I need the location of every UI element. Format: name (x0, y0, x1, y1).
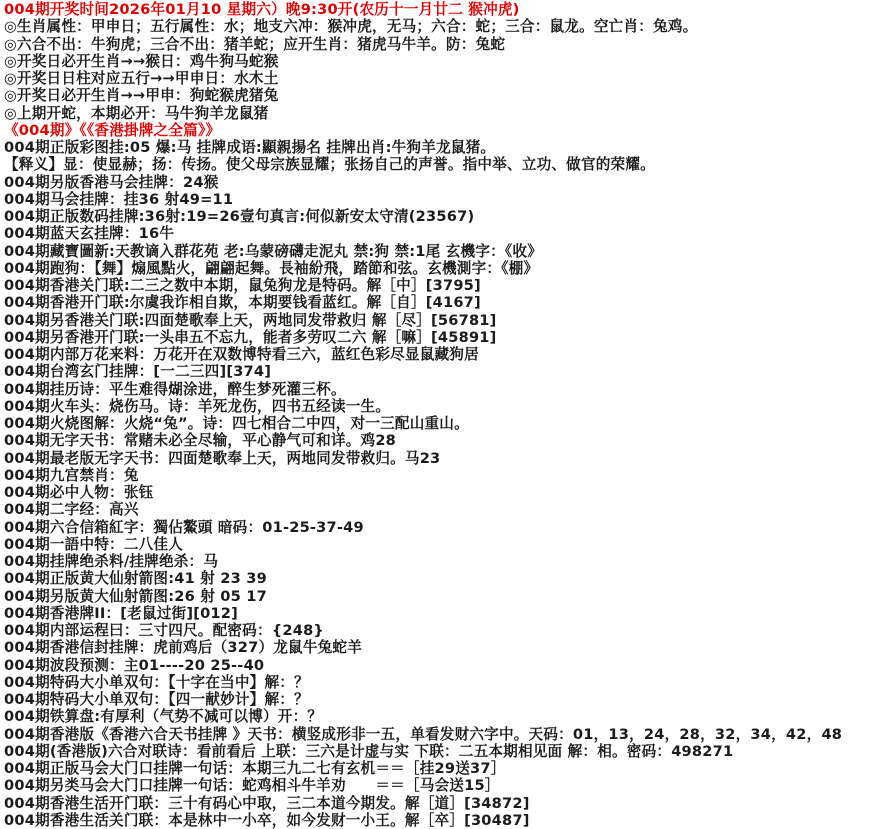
text-line-8: 《004期》《《香港掛牌之全篇》》 (4, 121, 221, 139)
text-line-11: 004期另版香港马会挂牌：24猴 (4, 173, 219, 191)
text-line-36: 004期香港牌II：[老鼠过街][012] (4, 604, 239, 622)
text-line-35: 004期另版黄大仙射箭图:26 射 05 17 (4, 587, 268, 605)
text-line-1: 004期开奖时间2026年01月10 星期六）晚9:30开(农历十一月廿二 猴冲虎) (4, 1, 520, 18)
text-line-20: 004期另香港开门联:一头串五不忘九，能者多劳叹二六 解［嘛］[45891] (4, 328, 497, 346)
text-line-15: 004期藏寶圖新:天教谪入群花苑 老:乌蒙磅礴走泥丸 禁:狗 禁:1尾 玄機字：《收》 (4, 242, 542, 260)
text-line-44: 004期(香港版)六合对联诗：看前看后 上联：三六是计虚与实 下联：二五本期相见面 解：相。密码：498271 (4, 742, 734, 760)
text-line-2: ◎生肖属性：甲申日；五行属性：水；地支六冲：猴冲虎，无马；六合：蛇；三合：鼠龙。空亡肖：兔鸡。 (4, 18, 698, 36)
text-line-24: 004期火车头：烧伤马。诗：羊死龙伤，四书五经读一生。 (4, 397, 391, 415)
text-line-16: 004期跑狗：【舞】煽風點火，翩翩起舞。長袖紛飛，踏節和弦。玄機測字：《棚》 (4, 259, 539, 277)
text-line-47: 004期香港生活开门联：三十有码心中取，三二本道今期发。解［道］[34872] (4, 794, 530, 812)
text-line-39: 004期波段预测：主01----20 25--40 (4, 656, 265, 674)
text-line-31: 004期六合信箱紅字：獨佔鰲頭 暗码：01-25-37-49 (4, 518, 364, 536)
text-line-41: 004期特码大小单双句：【四一献妙计】解：？ (4, 691, 309, 708)
text-line-46: 004期另类马会大门口挂牌一句话：蛇鸡相斗牛羊劝 ＝＝［马会送15］ (4, 777, 500, 795)
text-line-18: 004期香港开门联:尔虞我诈相自欺，本期要钱看蓝红。解［自］[4167] (4, 294, 481, 312)
text-line-22: 004期台湾玄门挂牌：[一二三四][374] (4, 363, 272, 381)
content-lines (4, 1, 892, 829)
text-line-23: 004期挂历诗：平生难得煳涂进，醉生梦死灌三杯。 (4, 380, 346, 398)
text-line-32: 004期一語中特：二八佳人 (4, 535, 184, 553)
text-line-14: 004期蓝天玄挂牌：16牛 (4, 225, 175, 243)
text-line-3: ◎六合不出：牛狗虎；三合不出：猪羊蛇；应开生肖：猪虎马牛羊。防：兔蛇 (4, 35, 506, 53)
text-line-34: 004期正版黄大仙射箭图:41 射 23 39 (4, 570, 268, 588)
text-line-45: 004期正版马会大门口挂牌一句话：本期三九二七有玄机＝＝［挂29送37］ (4, 760, 506, 777)
text-line-9: 004期正版彩图挂:05 爆:马 挂牌成语:顯親揚名 挂牌出肖:牛狗羊龙鼠猪。 (4, 139, 496, 156)
text-line-17: 004期香港关门联:二三之数中本期，鼠兔狗龙是特码。解［中］[3795] (4, 277, 481, 294)
text-line-37: 004期内部运程曰：三寸四尺。配密码：{248} (4, 622, 325, 639)
text-line-38: 004期香港信封挂牌：虎前鸡后（327）龙鼠牛兔蛇羊 (4, 639, 363, 657)
text-line-21: 004期内部万花来料：万花开在双数博特看三六，蓝红色彩尽显鼠藏狗居 (4, 346, 479, 363)
text-line-19: 004期另香港关门联:四面楚歌奉上天，两地同发带救归 解［尽］[56781] (4, 311, 497, 329)
text-line-26: 004期无字天书：常赌未必全尽输，平心静气可和详。鸡28 (4, 432, 397, 450)
text-line-12: 004期马会挂牌：挂36 射49=11 (4, 190, 234, 208)
text-line-48: 004期香港生活关门联：本是林中一小卒，如今发财一小王。解［卒］[30487] (4, 811, 530, 829)
text-line-42: 004期铁算盘:有厚利（气势不减可以博）开：？ (4, 708, 323, 726)
text-line-25: 004期火烧图解：火烧“兔”。诗：四七相合二中四，对一三配山重山。 (4, 415, 469, 432)
text-line-6: ◎开奖日必开生肖→→甲申：狗蛇猴虎猪兔 (4, 87, 279, 105)
text-line-40: 004期特码大小单双句：【十字在当中】解：？ (4, 673, 309, 691)
text-line-33: 004期挂牌绝杀料/挂牌绝杀：马 (4, 553, 219, 570)
text-line-30: 004期二字经：高兴 (4, 501, 139, 519)
text-line-7: ◎上期开蛇，本期必开：马牛狗羊龙鼠猪 (4, 104, 269, 122)
text-line-27: 004期最老版无字天书：四面楚歌奉上天，两地同发带救归。马23 (4, 449, 441, 467)
text-line-28: 004期九宫禁肖：兔 (4, 466, 139, 484)
text-line-4: ◎开奖日必开生肖→→猴日：鸡牛狗马蛇猴 (4, 52, 279, 70)
text-line-10: 【释义】显：使显赫；扬：传扬。使父母宗族显耀；张扬自己的声誉。指中举、立功、做官的荣耀。 (4, 156, 655, 174)
text-line-5: ◎开奖日日柱对应五行→→甲申日：水木土 (4, 70, 279, 87)
text-line-43: 004期香港版《香港六合天书挂牌 》天书：横竖成形非一五，单看发财六字中。天码：01，13，24，28，32，34，42，48 (4, 725, 843, 743)
text-line-13: 004期正版数码挂牌:36射:19=26壹句真言:何似新安太守清(23567) (4, 208, 475, 225)
text-line-29: 004期必中人物：张钰 (4, 484, 154, 501)
